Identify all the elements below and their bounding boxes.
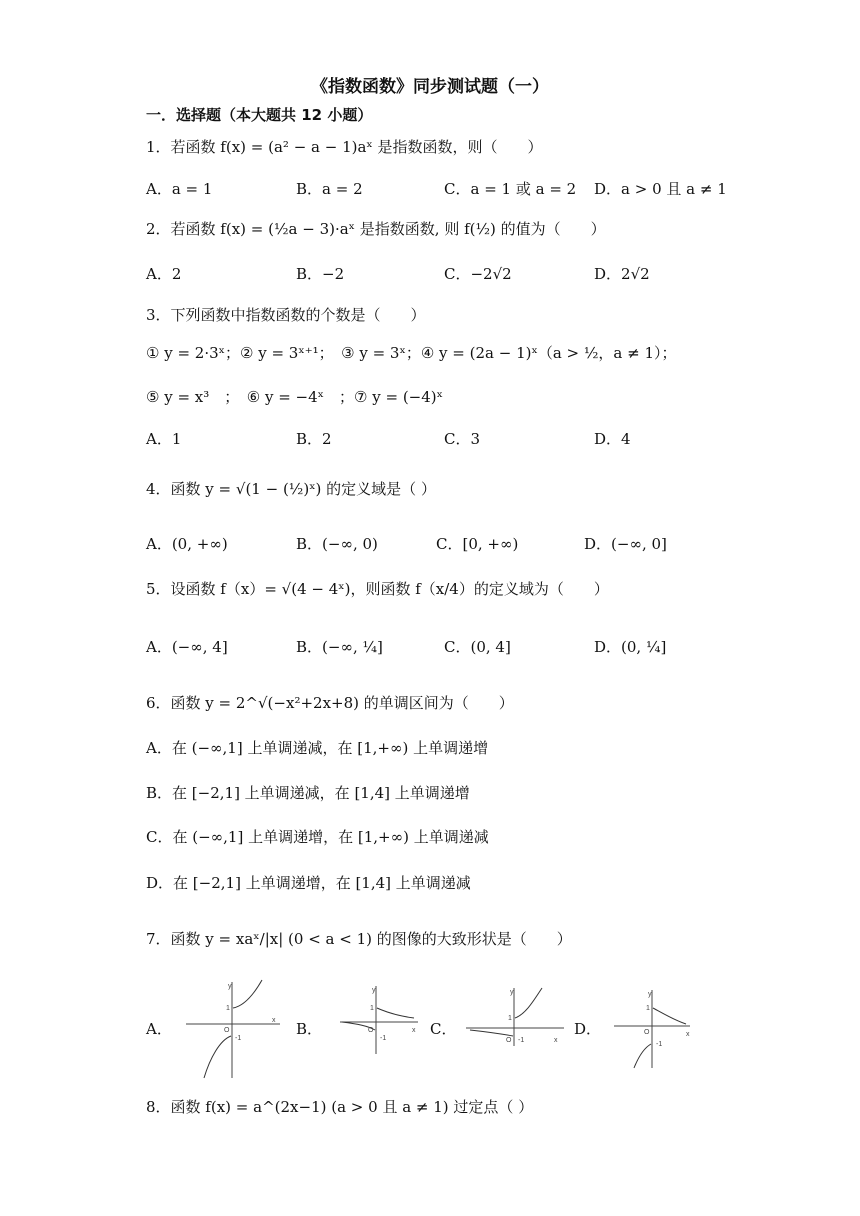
question-6-option-d: D．在 [−2,1] 上单调递增，在 [1,4] 上单调递减 [146,874,471,892]
graph-b-neg-one-label: -1 [380,1035,387,1042]
graph-c-one-label: 1 [508,1015,512,1022]
question-5-option-d: D．(0, ¼] [594,638,667,656]
question-2-option-b: B．−2 [296,265,345,283]
question-3-option-d: D．4 [594,430,631,448]
question-1-option-a: A．a = 1 [146,180,213,198]
question-1-option-b: B．a = 2 [296,180,363,198]
graph-b-y-label: y [372,987,376,994]
question-5-stem: 5．设函数 f（x）= √(4 − 4ˣ)，则函数 f（x/4）的定义域为（ ） [146,580,609,598]
question-6-option-a: A．在 (−∞,1] 上单调递减，在 [1,+∞) 上单调递增 [146,739,489,757]
question-6-stem: 6．函数 y = 2^√(−x²+2x+8) 的单调区间为（ ） [146,694,514,712]
question-3-stem: 3．下列函数中指数函数的个数是（ ） [146,306,426,324]
question-1-option-d: D．a > 0 且 a ≠ 1 [594,180,727,198]
graph-a-x-label: x [272,1017,276,1024]
question-5-option-a: A．(−∞, 4] [146,638,228,656]
question-2-option-a: A．2 [146,265,182,283]
page-title: 《指数函数》同步测试题（一） [311,77,549,97]
graph-c-x-label: x [554,1037,558,1044]
question-7-graph-d [612,986,692,1070]
question-8-stem: 8．函数 f(x) = a^(2x−1) (a > 0 且 a ≠ 1) 过定点（ ） [146,1098,534,1116]
graph-c-y-label: y [510,989,514,996]
question-1-option-c: C．a = 1 或 a = 2 [444,180,577,198]
question-1-stem: 1．若函数 f(x) = (a² − a − 1)aˣ 是指数函数，则（ ） [146,138,543,156]
question-3-option-b: B．2 [296,430,332,448]
graph-a-origin-label: O [224,1027,230,1034]
question-7-graph-a [186,978,282,1080]
question-3-option-a: A．1 [146,430,182,448]
question-4-option-b: B．(−∞, 0) [296,535,378,553]
question-3-functions-line-2: ⑤ y = x³ ； ⑥ y = −4ˣ ；⑦ y = (−4)ˣ [146,388,443,406]
question-6-option-b: B．在 [−2,1] 上单调递减，在 [1,4] 上单调递增 [146,784,470,802]
graph-d-y-label: y [648,991,652,998]
question-4-stem: 4．函数 y = √(1 − (½)ˣ) 的定义域是（ ） [146,480,436,498]
graph-d-neg-one-label: -1 [656,1041,663,1048]
graph-c-neg-one-label: -1 [518,1037,525,1044]
graph-b-origin-label: O [368,1027,374,1034]
graph-d-one-label: 1 [646,1005,650,1012]
section-heading: 一．选择题（本大题共 12 小题） [146,106,373,124]
question-5-option-c: C．(0, 4] [444,638,511,656]
question-7-option-b: B． [296,1020,323,1038]
question-4-option-d: D．(−∞, 0] [584,535,667,553]
question-4-option-c: C．[0, +∞) [436,535,519,553]
graph-b-x-label: x [412,1027,416,1034]
question-7-option-a: A． [146,1020,172,1038]
question-2-stem: 2．若函数 f(x) = (½a − 3)·aˣ 是指数函数, 则 f(½) 的值为（ ） [146,220,606,238]
question-6-option-c: C．在 (−∞,1] 上单调递增，在 [1,+∞) 上单调递减 [146,828,489,846]
graph-d-x-label: x [686,1031,690,1038]
question-5-option-b: B．(−∞, ¼] [296,638,383,656]
question-7-graph-c [466,984,566,1048]
question-2-option-c: C．−2√2 [444,265,512,283]
graph-a-one-label: 1 [226,1005,230,1012]
question-3-functions-line-1: ① y = 2·3ˣ；② y = 3ˣ⁺¹； ③ y = 3ˣ；④ y = (2a − 1)ˣ（a > ½，a ≠ 1）； [146,344,677,362]
graph-c-origin-label: O [506,1037,512,1044]
graph-b-one-label: 1 [370,1005,374,1012]
question-7-stem: 7．函数 y = xaˣ/|x| (0 < a < 1) 的图像的大致形状是（ ） [146,930,572,948]
question-3-option-c: C．3 [444,430,481,448]
question-7-option-d: D． [574,1020,602,1038]
question-4-option-a: A．(0, +∞) [146,535,228,553]
question-7-option-c: C． [430,1020,457,1038]
graph-d-origin-label: O [644,1029,650,1036]
question-2-option-d: D．2√2 [594,265,650,283]
graph-a-neg-one-label: -1 [235,1035,242,1042]
graph-a-y-label: y [228,983,232,990]
question-7-graph-b [338,982,422,1058]
